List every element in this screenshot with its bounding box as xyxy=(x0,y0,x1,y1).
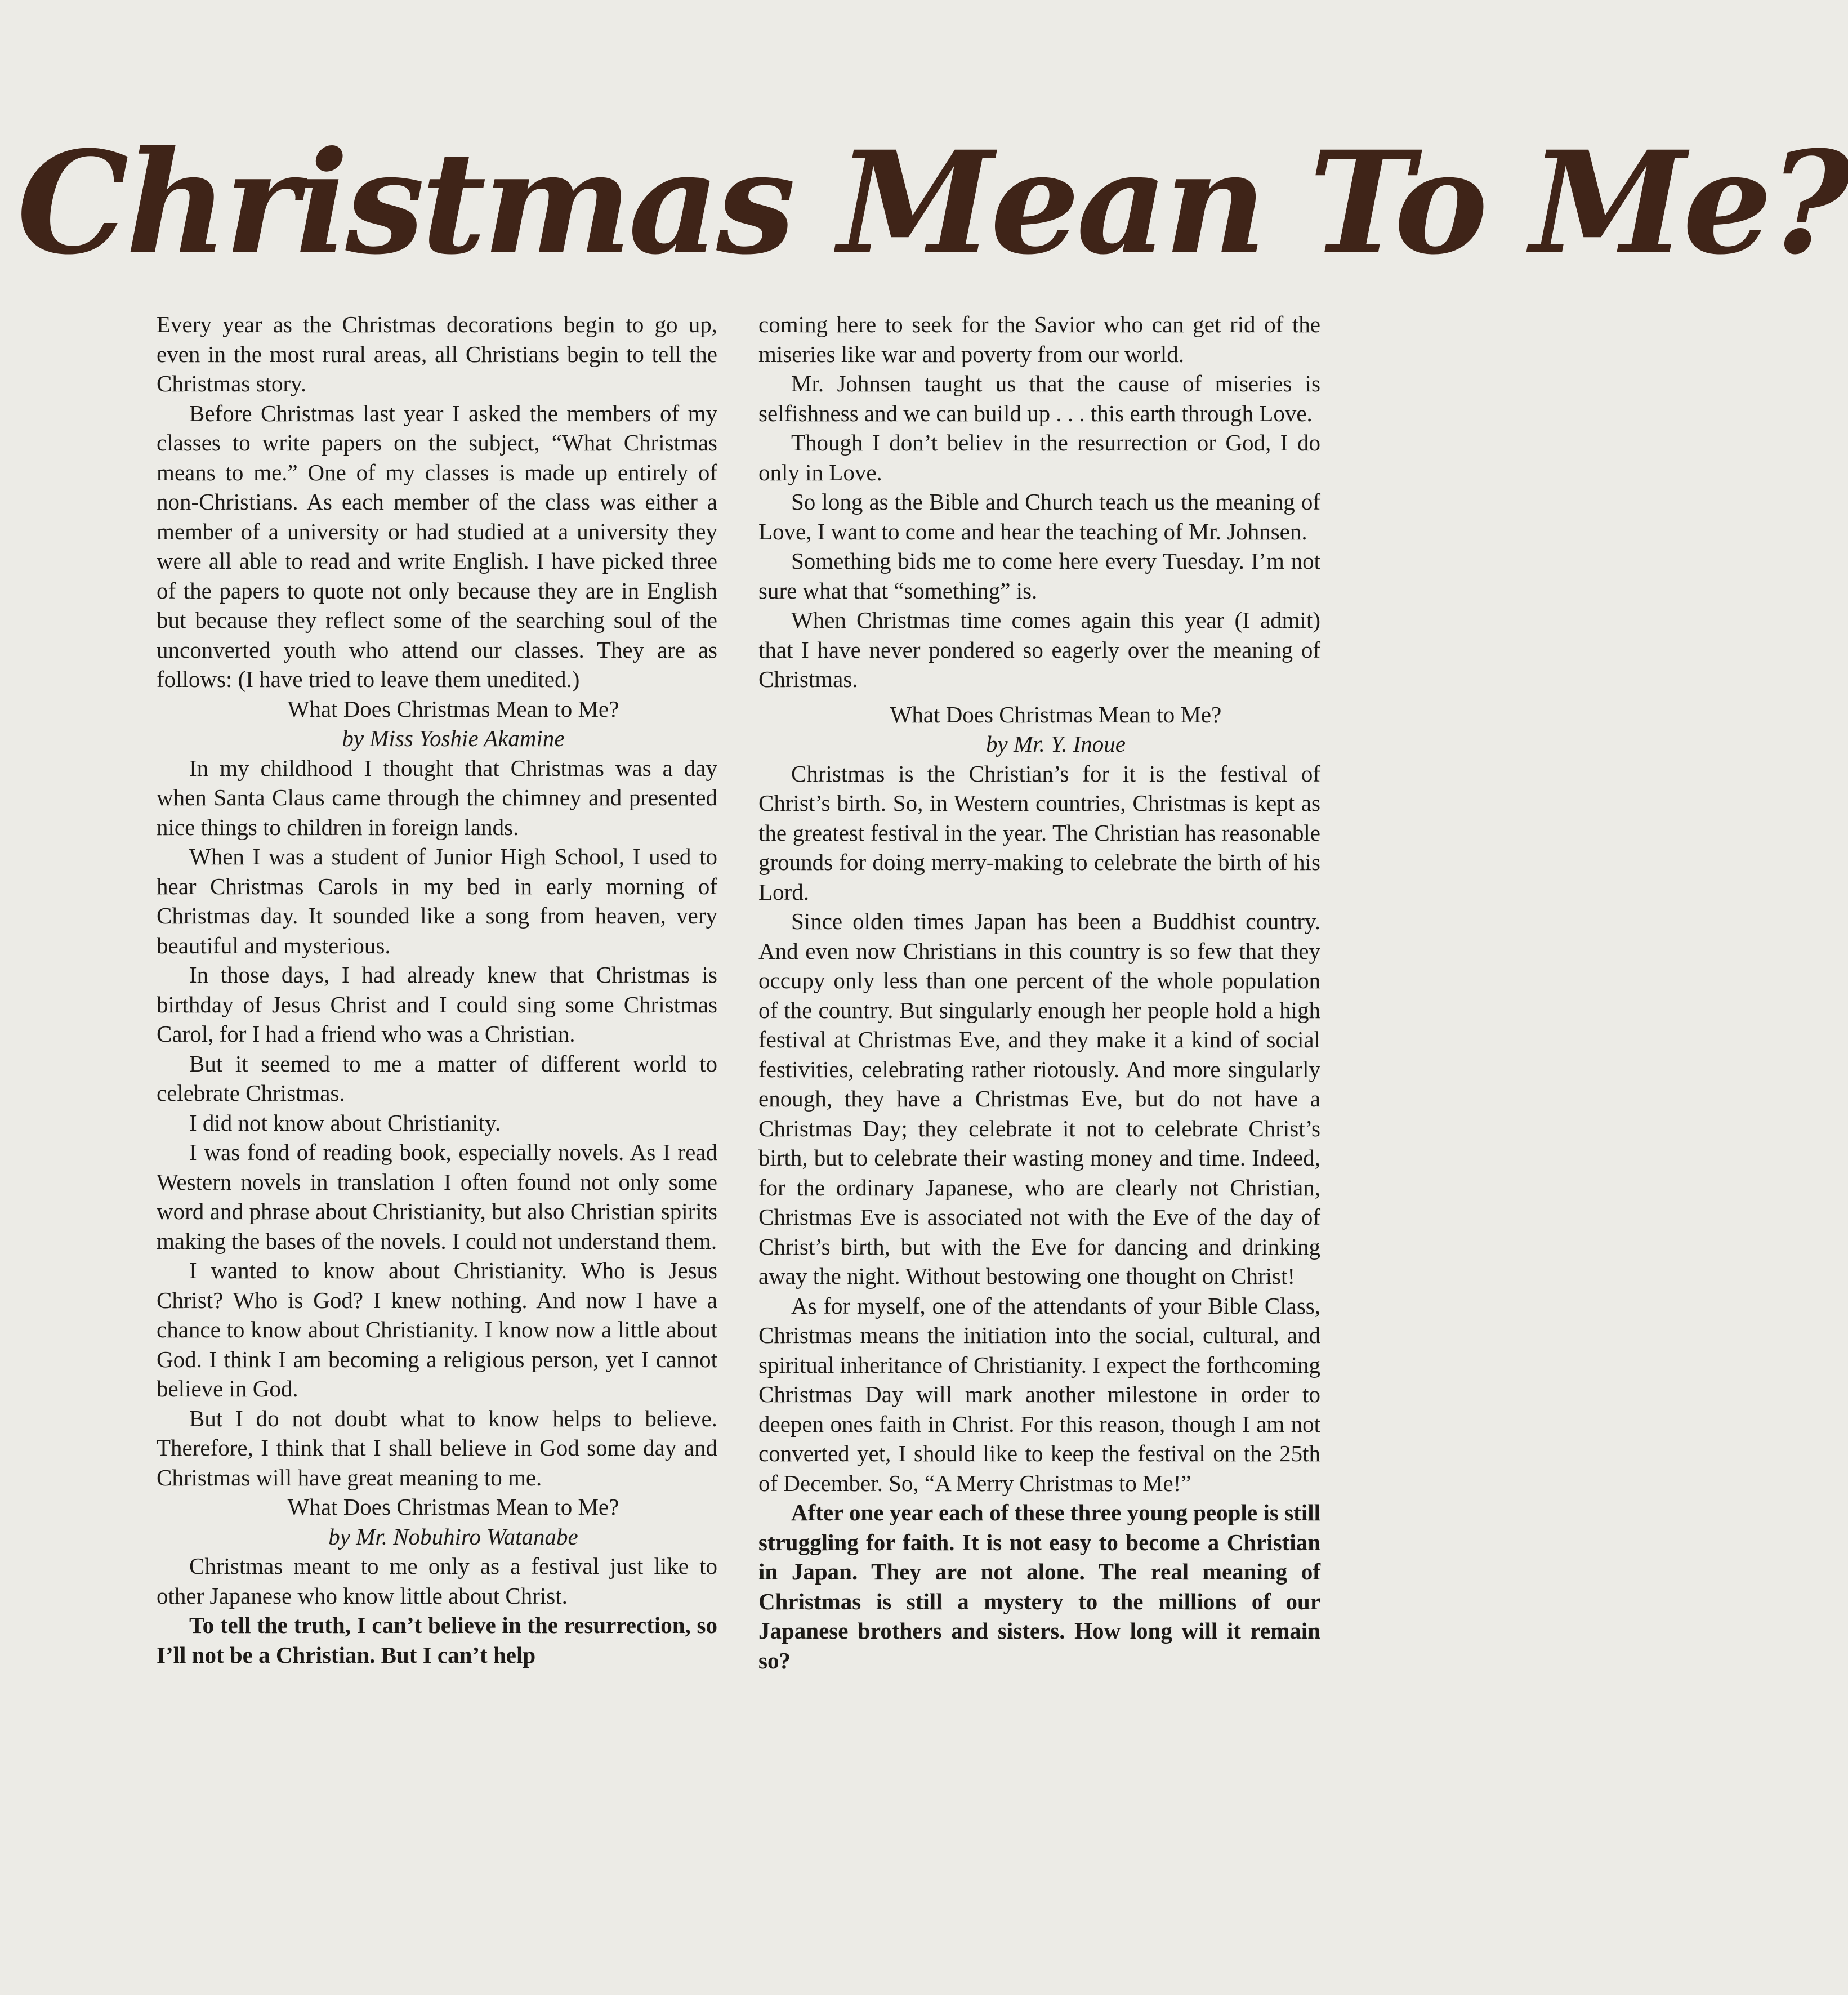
essay-paragraph: In those days, I had already knew that Christmas is birthday of Jesus Christ and I could sing some Christmas Carol, for I had a friend who was a Christian. xyxy=(157,962,717,1047)
essay-paragraph: Christmas is the Christian’s for it is the festival of Christ’s birth. So, in Western countries, Christmas is kept as the greatest festival in the year. The Christian has reasonable grounds for doing merry-making to celebrate the birth of his Lord. xyxy=(758,760,1320,905)
intro-paragraph: Before Christmas last year I asked the members of my classes to write papers on the subject, “What Christmas means to me.” One of my classes is made up entirely of non-Christians. As each member of the class was either a member of a university or had studied at a university they were all able to read and write English. I have picked three of the papers to quote not only because they are in English but because they reflect some of the searching soul of the unconverted youth who attend our classes. They are as follows: (I have tried to leave them unedited.) xyxy=(157,400,717,692)
headline: Christmas Mean To Me? xyxy=(17,120,1848,285)
essay-paragraph: As for myself, one of the attendants of your Bible Class, Christmas means the initiation into the social, cultural, and spiritual inheritance of Christianity. I expect the forthcoming Christmas Day will mark another milestone in order to deepen ones faith in Christ. For this reason, though I am not converted yet, I should like to keep the festival on the 25th of December. So, “A Merry Christmas to Me!” xyxy=(758,1292,1320,1496)
essay-paragraph: But it seemed to me a matter of different world to celebrate Christmas. xyxy=(157,1050,717,1106)
essay-paragraph: So long as the Bible and Church teach us the meaning of Love, I want to come and hear the teaching of Mr. Johnsen. xyxy=(758,489,1320,545)
essay-title: What Does Christmas Mean to Me? xyxy=(890,701,1222,728)
right-column xyxy=(758,310,1320,1675)
essay-byline: by Mr. Nobuhiro Watanabe xyxy=(328,1523,578,1550)
essay-paragraph: Since olden times Japan has been a Buddhist country. And even now Christians in this country is so few that they occupy only less than one percent of the whole population of the country. But singularly enough her people hold a high festival at Christmas Eve, and they make it a kind of social festivities, celebrating rather riotously. And more singularly enough, they have a Christmas Eve, but do not have a Christmas Day; they celebrate it not to celebrate Christ’s birth, but to celebrate their wasting money and time. Indeed, for the ordinary Japanese, who are clearly not Christian, Christmas Eve is associated not with the Eve of the day of Christ’s birth, but with the Eve for dancing and drinking away the night. Without bestowing one thought on Christ! xyxy=(758,908,1320,1289)
essay-title: What Does Christmas Mean to Me? xyxy=(287,1494,619,1520)
essay-paragraph: coming here to seek for the Savior who can get rid of the miseries like war and poverty from our world. xyxy=(758,311,1320,367)
intro-paragraph: Every year as the Christmas decorations begin to go up, even in the most rural areas, all Christians begin to tell the Christmas story. xyxy=(157,311,717,396)
essay-paragraph: When Christmas time comes again this year (I admit) that I have never pondered so eagerly over the meaning of Christmas. xyxy=(758,607,1320,692)
essay-paragraph: When I was a student of Junior High School, I used to hear Christmas Carols in my bed in early morning of Christmas day. It sounded like a song from heaven, very beautiful and mysterious. xyxy=(157,843,717,958)
essay-byline: by Miss Yoshie Akamine xyxy=(342,725,565,751)
left-column xyxy=(157,310,717,1670)
essay-paragraph: Though I don’t believ in the resurrection or God, I do only in Love. xyxy=(758,430,1320,485)
essay-byline: by Mr. Y. Inoue xyxy=(986,731,1126,757)
essay-paragraph: I was fond of reading book, especially novels. As I read Western novels in translation I often found not only some word and phrase about Christianity, but also Christian spirits making the bases of the novels. I could not understand them. xyxy=(157,1139,717,1254)
essay-title: What Does Christmas Mean to Me? xyxy=(287,695,619,722)
essay-paragraph: In my childhood I thought that Christmas was a day when Santa Claus came through the chimney and presented nice things to children in foreign lands. xyxy=(157,755,717,840)
essay-paragraph: Something bids me to come here every Tuesday. I’m not sure what that “something” is. xyxy=(758,548,1320,604)
essay-paragraph: Christmas meant to me only as a festival just like to other Japanese who know little about Christ. xyxy=(157,1553,717,1609)
essay-paragraph: Mr. Johnsen taught us that the cause of miseries is selfishness and we can build up . . . this earth through Love. xyxy=(758,371,1320,426)
essay-paragraph: I wanted to know about Christianity. Who is Jesus Christ? Who is God? I knew nothing. And now I have a chance to know about Christianity. I know now a little about God. I think I am becoming a religious person, yet I cannot believe in God. xyxy=(157,1257,717,1402)
essay-paragraph: To tell the truth, I can’t believe in the resurrection, so I’ll not be a Christian. But I can’t help xyxy=(157,1612,717,1668)
conclusion-paragraph: After one year each of these three young people is still struggling for faith. It is not easy to become a Christian in Japan. They are not alone. The real meaning of Christmas is still a mystery to the millions of our Japanese brothers and sisters. How long will it remain so? xyxy=(758,1499,1320,1673)
essay-paragraph: I did not know about Christianity. xyxy=(189,1109,501,1136)
essay-paragraph: But I do not doubt what to know helps to believe. Therefore, I think that I shall believe in God some day and Christmas will have great meaning to me. xyxy=(157,1405,717,1490)
